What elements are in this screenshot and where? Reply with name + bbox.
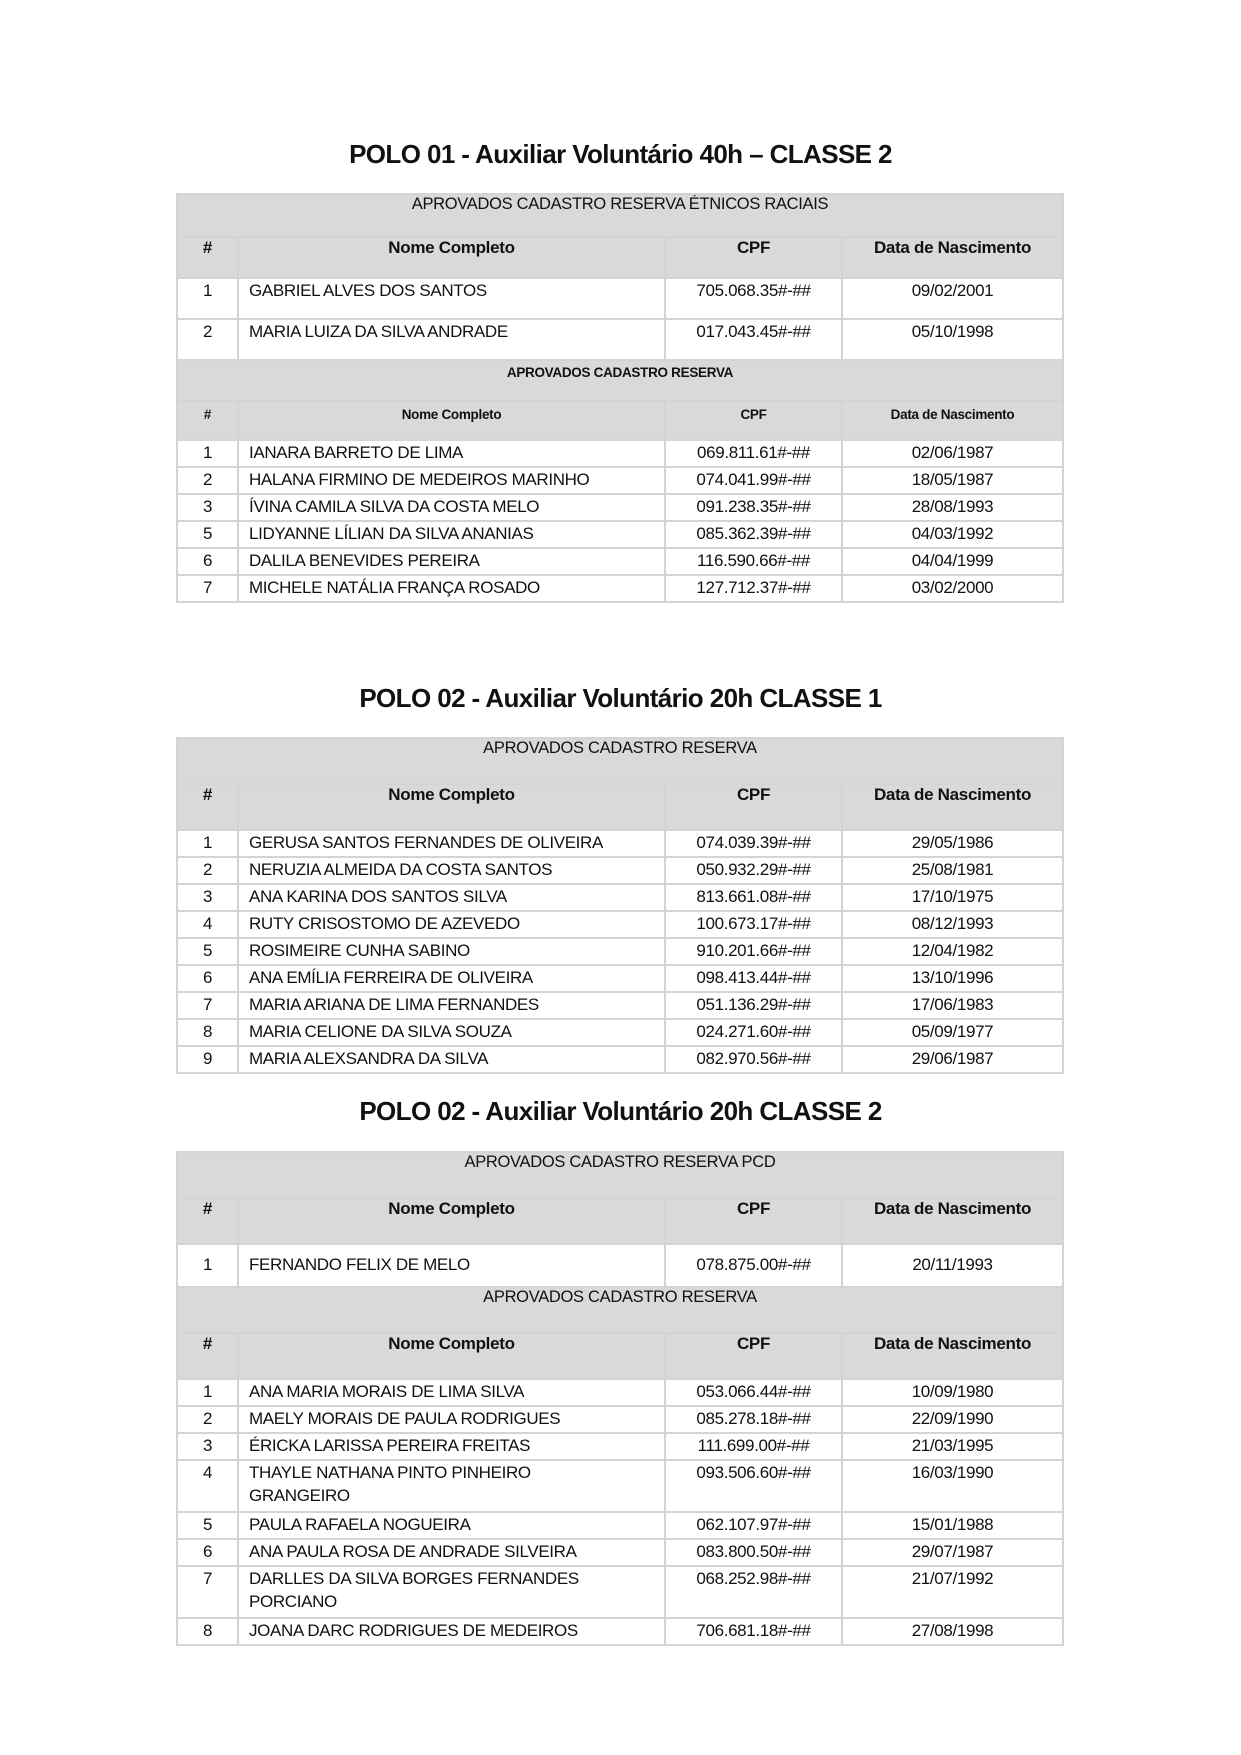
row-number: 4 bbox=[177, 911, 238, 938]
row-cpf: 100.673.17#-## bbox=[665, 911, 842, 938]
column-header-number: # bbox=[177, 784, 238, 830]
row-cpf: 085.362.39#-## bbox=[665, 521, 842, 548]
table-row bbox=[177, 1512, 1063, 1539]
row-name: MAELY MORAIS DE PAULA RODRIGUES bbox=[238, 1406, 665, 1433]
table-row bbox=[177, 1618, 1063, 1645]
table-row bbox=[177, 1460, 1063, 1512]
row-number: 6 bbox=[177, 1539, 238, 1566]
row-birthdate: 09/02/2001 bbox=[842, 278, 1063, 319]
results-table bbox=[176, 1151, 1064, 1646]
row-cpf: 127.712.37#-## bbox=[665, 575, 842, 602]
row-birthdate: 17/10/1975 bbox=[842, 884, 1063, 911]
column-header-number: # bbox=[177, 401, 238, 440]
row-birthdate: 25/08/1981 bbox=[842, 857, 1063, 884]
row-birthdate: 13/10/1996 bbox=[842, 965, 1063, 992]
row-cpf: 051.136.29#-## bbox=[665, 992, 842, 1019]
table-row bbox=[177, 911, 1063, 938]
row-birthdate: 20/11/1993 bbox=[842, 1244, 1063, 1287]
row-number: 7 bbox=[177, 575, 238, 602]
row-number: 1 bbox=[177, 440, 238, 467]
row-name: LIDYANNE LÍLIAN DA SILVA ANANIAS bbox=[238, 521, 665, 548]
row-birthdate: 10/09/1980 bbox=[842, 1379, 1063, 1406]
row-cpf: 024.271.60#-## bbox=[665, 1019, 842, 1046]
column-header-name: Nome Completo bbox=[238, 1198, 665, 1244]
row-name: THAYLE NATHANA PINTO PINHEIRO GRANGEIRO bbox=[238, 1460, 665, 1512]
row-cpf: 085.278.18#-## bbox=[665, 1406, 842, 1433]
group-heading: APROVADOS CADASTRO RESERVA bbox=[177, 1287, 1063, 1333]
row-birthdate: 08/12/1993 bbox=[842, 911, 1063, 938]
row-birthdate: 12/04/1982 bbox=[842, 938, 1063, 965]
table-row bbox=[177, 884, 1063, 911]
row-cpf: 093.506.60#-## bbox=[665, 1460, 842, 1512]
table-row bbox=[177, 278, 1063, 319]
table-row bbox=[177, 1406, 1063, 1433]
row-birthdate: 18/05/1987 bbox=[842, 467, 1063, 494]
column-header-cpf: CPF bbox=[665, 1198, 842, 1244]
row-name: HALANA FIRMINO DE MEDEIROS MARINHO bbox=[238, 467, 665, 494]
row-birthdate: 29/05/1986 bbox=[842, 830, 1063, 857]
table-row bbox=[177, 938, 1063, 965]
row-name: ANA PAULA ROSA DE ANDRADE SILVEIRA bbox=[238, 1539, 665, 1566]
row-number: 2 bbox=[177, 857, 238, 884]
row-name: IANARA BARRETO DE LIMA bbox=[238, 440, 665, 467]
row-name: JOANA DARC RODRIGUES DE MEDEIROS bbox=[238, 1618, 665, 1645]
table-row bbox=[177, 830, 1063, 857]
row-cpf: 111.699.00#-## bbox=[665, 1433, 842, 1460]
column-header-cpf: CPF bbox=[665, 237, 842, 278]
group-heading: APROVADOS CADASTRO RESERVA bbox=[177, 738, 1063, 784]
table-row bbox=[177, 1019, 1063, 1046]
table-row bbox=[177, 548, 1063, 575]
row-name: ANA MARIA MORAIS DE LIMA SILVA bbox=[238, 1379, 665, 1406]
row-cpf: 091.238.35#-## bbox=[665, 494, 842, 521]
row-birthdate: 21/03/1995 bbox=[842, 1433, 1063, 1460]
section-title: POLO 02 - Auxiliar Voluntário 20h CLASSE 2 bbox=[359, 1096, 882, 1126]
table-row bbox=[177, 992, 1063, 1019]
table-row bbox=[177, 965, 1063, 992]
row-birthdate: 21/07/1992 bbox=[842, 1566, 1063, 1618]
table-row bbox=[177, 1379, 1063, 1406]
row-cpf: 062.107.97#-## bbox=[665, 1512, 842, 1539]
row-number: 5 bbox=[177, 938, 238, 965]
row-birthdate: 22/09/1990 bbox=[842, 1406, 1063, 1433]
row-cpf: 050.932.29#-## bbox=[665, 857, 842, 884]
row-name: MARIA LUIZA DA SILVA ANDRADE bbox=[238, 319, 665, 360]
row-name: PAULA RAFAELA NOGUEIRA bbox=[238, 1512, 665, 1539]
row-birthdate: 27/08/1998 bbox=[842, 1618, 1063, 1645]
row-name: DARLLES DA SILVA BORGES FERNANDES PORCIANO bbox=[238, 1566, 665, 1618]
row-cpf: 705.068.35#-## bbox=[665, 278, 842, 319]
row-number: 1 bbox=[177, 1379, 238, 1406]
row-name: ÍVINA CAMILA SILVA DA COSTA MELO bbox=[238, 494, 665, 521]
row-birthdate: 02/06/1987 bbox=[842, 440, 1063, 467]
row-cpf: 074.039.39#-## bbox=[665, 830, 842, 857]
column-header-number: # bbox=[177, 1333, 238, 1379]
row-birthdate: 15/01/1988 bbox=[842, 1512, 1063, 1539]
results-table bbox=[176, 737, 1064, 1074]
row-cpf: 910.201.66#-## bbox=[665, 938, 842, 965]
column-header-birthdate: Data de Nascimento bbox=[842, 1333, 1063, 1379]
row-cpf: 069.811.61#-## bbox=[665, 440, 842, 467]
row-cpf: 116.590.66#-## bbox=[665, 548, 842, 575]
row-name: ÉRICKA LARISSA PEREIRA FREITAS bbox=[238, 1433, 665, 1460]
group-heading: APROVADOS CADASTRO RESERVA bbox=[177, 360, 1063, 401]
row-number: 3 bbox=[177, 884, 238, 911]
row-number: 2 bbox=[177, 467, 238, 494]
row-cpf: 068.252.98#-## bbox=[665, 1566, 842, 1618]
row-number: 7 bbox=[177, 992, 238, 1019]
row-birthdate: 05/10/1998 bbox=[842, 319, 1063, 360]
table-row bbox=[177, 857, 1063, 884]
row-number: 1 bbox=[177, 830, 238, 857]
section-title: POLO 02 - Auxiliar Voluntário 20h CLASSE 1 bbox=[359, 683, 882, 713]
row-name: RUTY CRISOSTOMO DE AZEVEDO bbox=[238, 911, 665, 938]
group-heading: APROVADOS CADASTRO RESERVA PCD bbox=[177, 1152, 1063, 1198]
row-number: 1 bbox=[177, 278, 238, 319]
row-birthdate: 29/07/1987 bbox=[842, 1539, 1063, 1566]
row-birthdate: 05/09/1977 bbox=[842, 1019, 1063, 1046]
results-table bbox=[176, 193, 1064, 603]
column-header-name: Nome Completo bbox=[238, 401, 665, 440]
row-number: 3 bbox=[177, 494, 238, 521]
row-cpf: 053.066.44#-## bbox=[665, 1379, 842, 1406]
row-number: 1 bbox=[177, 1244, 238, 1287]
row-number: 5 bbox=[177, 1512, 238, 1539]
row-name: MARIA ARIANA DE LIMA FERNANDES bbox=[238, 992, 665, 1019]
row-birthdate: 28/08/1993 bbox=[842, 494, 1063, 521]
row-name: MARIA CELIONE DA SILVA SOUZA bbox=[238, 1019, 665, 1046]
table-row bbox=[177, 1566, 1063, 1618]
row-birthdate: 04/04/1999 bbox=[842, 548, 1063, 575]
row-birthdate: 04/03/1992 bbox=[842, 521, 1063, 548]
column-header-birthdate: Data de Nascimento bbox=[842, 237, 1063, 278]
row-number: 4 bbox=[177, 1460, 238, 1512]
section-title: POLO 01 - Auxiliar Voluntário 40h – CLASSE 2 bbox=[349, 139, 892, 169]
row-number: 7 bbox=[177, 1566, 238, 1618]
table-row bbox=[177, 1539, 1063, 1566]
table-row bbox=[177, 467, 1063, 494]
row-number: 5 bbox=[177, 521, 238, 548]
table-row bbox=[177, 521, 1063, 548]
row-number: 9 bbox=[177, 1046, 238, 1073]
column-header-name: Nome Completo bbox=[238, 237, 665, 278]
row-number: 6 bbox=[177, 548, 238, 575]
row-number: 3 bbox=[177, 1433, 238, 1460]
row-cpf: 078.875.00#-## bbox=[665, 1244, 842, 1287]
table-row bbox=[177, 440, 1063, 467]
column-header-number: # bbox=[177, 1198, 238, 1244]
row-number: 8 bbox=[177, 1618, 238, 1645]
row-cpf: 083.800.50#-## bbox=[665, 1539, 842, 1566]
column-header-cpf: CPF bbox=[665, 401, 842, 440]
row-name: GERUSA SANTOS FERNANDES DE OLIVEIRA bbox=[238, 830, 665, 857]
row-number: 2 bbox=[177, 319, 238, 360]
column-header-name: Nome Completo bbox=[238, 784, 665, 830]
row-name: MARIA ALEXSANDRA DA SILVA bbox=[238, 1046, 665, 1073]
column-header-birthdate: Data de Nascimento bbox=[842, 1198, 1063, 1244]
row-name: ROSIMEIRE CUNHA SABINO bbox=[238, 938, 665, 965]
table-row bbox=[177, 319, 1063, 360]
table-row bbox=[177, 575, 1063, 602]
row-cpf: 074.041.99#-## bbox=[665, 467, 842, 494]
row-birthdate: 03/02/2000 bbox=[842, 575, 1063, 602]
row-number: 8 bbox=[177, 1019, 238, 1046]
row-name: DALILA BENEVIDES PEREIRA bbox=[238, 548, 665, 575]
row-birthdate: 29/06/1987 bbox=[842, 1046, 1063, 1073]
row-birthdate: 16/03/1990 bbox=[842, 1460, 1063, 1512]
row-name: ANA KARINA DOS SANTOS SILVA bbox=[238, 884, 665, 911]
row-cpf: 706.681.18#-## bbox=[665, 1618, 842, 1645]
row-cpf: 098.413.44#-## bbox=[665, 965, 842, 992]
table-row bbox=[177, 1244, 1063, 1287]
table-row bbox=[177, 1046, 1063, 1073]
group-heading: APROVADOS CADASTRO RESERVA ÉTNICOS RACIAIS bbox=[177, 194, 1063, 237]
row-number: 6 bbox=[177, 965, 238, 992]
table-row bbox=[177, 494, 1063, 521]
column-header-number: # bbox=[177, 237, 238, 278]
row-name: FERNANDO FELIX DE MELO bbox=[238, 1244, 665, 1287]
row-cpf: 082.970.56#-## bbox=[665, 1046, 842, 1073]
row-name: GABRIEL ALVES DOS SANTOS bbox=[238, 278, 665, 319]
row-name: NERUZIA ALMEIDA DA COSTA SANTOS bbox=[238, 857, 665, 884]
column-header-cpf: CPF bbox=[665, 784, 842, 830]
column-header-cpf: CPF bbox=[665, 1333, 842, 1379]
column-header-birthdate: Data de Nascimento bbox=[842, 784, 1063, 830]
row-name: ANA EMÍLIA FERREIRA DE OLIVEIRA bbox=[238, 965, 665, 992]
row-name: MICHELE NATÁLIA FRANÇA ROSADO bbox=[238, 575, 665, 602]
column-header-name: Nome Completo bbox=[238, 1333, 665, 1379]
row-number: 2 bbox=[177, 1406, 238, 1433]
row-birthdate: 17/06/1983 bbox=[842, 992, 1063, 1019]
row-cpf: 017.043.45#-## bbox=[665, 319, 842, 360]
column-header-birthdate: Data de Nascimento bbox=[842, 401, 1063, 440]
table-row bbox=[177, 1433, 1063, 1460]
row-cpf: 813.661.08#-## bbox=[665, 884, 842, 911]
